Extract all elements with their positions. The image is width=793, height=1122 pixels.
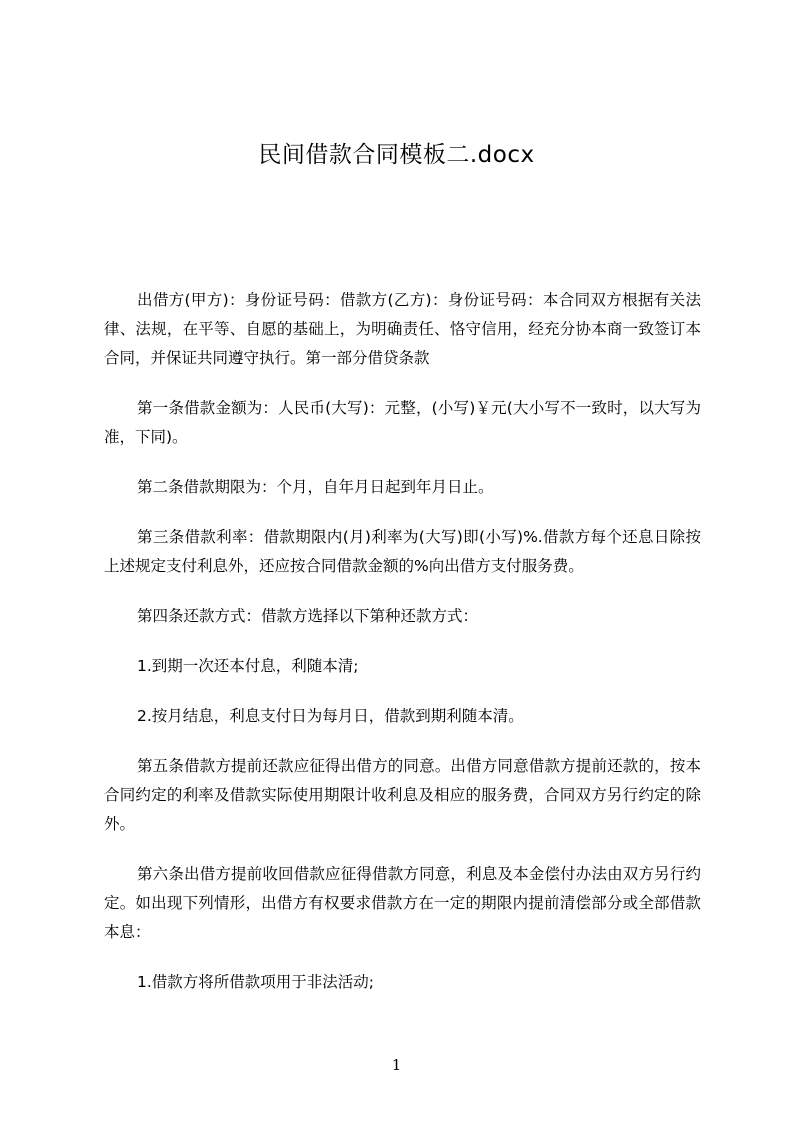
paragraph-parties: 出借方(甲方)：身份证号码：借款方(乙方)：身份证号码：本合同双方根据有关法律、法规，在平等、自愿的基础上，为明确责任、恪守信用，经充分协本商一致签订本合同，并保证共同遵守执行。第一部分借贷条款 xyxy=(104,291,701,367)
paragraph-article-4-option-2: 2.按月结息，利息支付日为每月日，借款到期利随本清。 xyxy=(137,707,524,725)
paragraph-article-5: 第五条借款方提前还款应征得出借方的同意。出借方同意借款方提前还款的，按本合同约定的利率及借款实际使用期限计收利息及相应的服务费，合同双方另行约定的除外。 xyxy=(104,757,701,833)
paragraph-article-4: 第四条还款方式：借款方选择以下第种还款方式： xyxy=(137,607,479,625)
paragraph-article-4-option-1: 1.到期一次还本付息，利随本清; xyxy=(137,657,359,675)
page-number: 1 xyxy=(391,1056,402,1074)
paragraph-article-6: 第六条出借方提前收回借款应征得借款方同意，利息及本金偿付办法由双方另行约定。如出现下列情形，出借方有权要求借款方在一定的期限内提前清偿部分或全部借款本息： xyxy=(104,865,701,941)
paragraph-article-2: 第二条借款期限为：个月，自年月日起到年月日止。 xyxy=(137,478,494,496)
paragraph-article-3: 第三条借款利率：借款期限内(月)利率为(大写)即(小写)%.借款方每个还息日除按上述规定支付利息外，还应按合同借款金额的%向出借方支付服务费。 xyxy=(104,528,701,575)
paragraph-article-1: 第一条借款金额为：人民币(大写)：元整，(小写)￥元(大小写不一致时，以大写为准，下同)。 xyxy=(104,399,701,446)
paragraph-article-6-item-1: 1.借款方将所借款项用于非法活动; xyxy=(137,973,375,991)
document-body xyxy=(104,286,701,1018)
document-title: 民间借款合同模板二.docx xyxy=(258,142,535,168)
